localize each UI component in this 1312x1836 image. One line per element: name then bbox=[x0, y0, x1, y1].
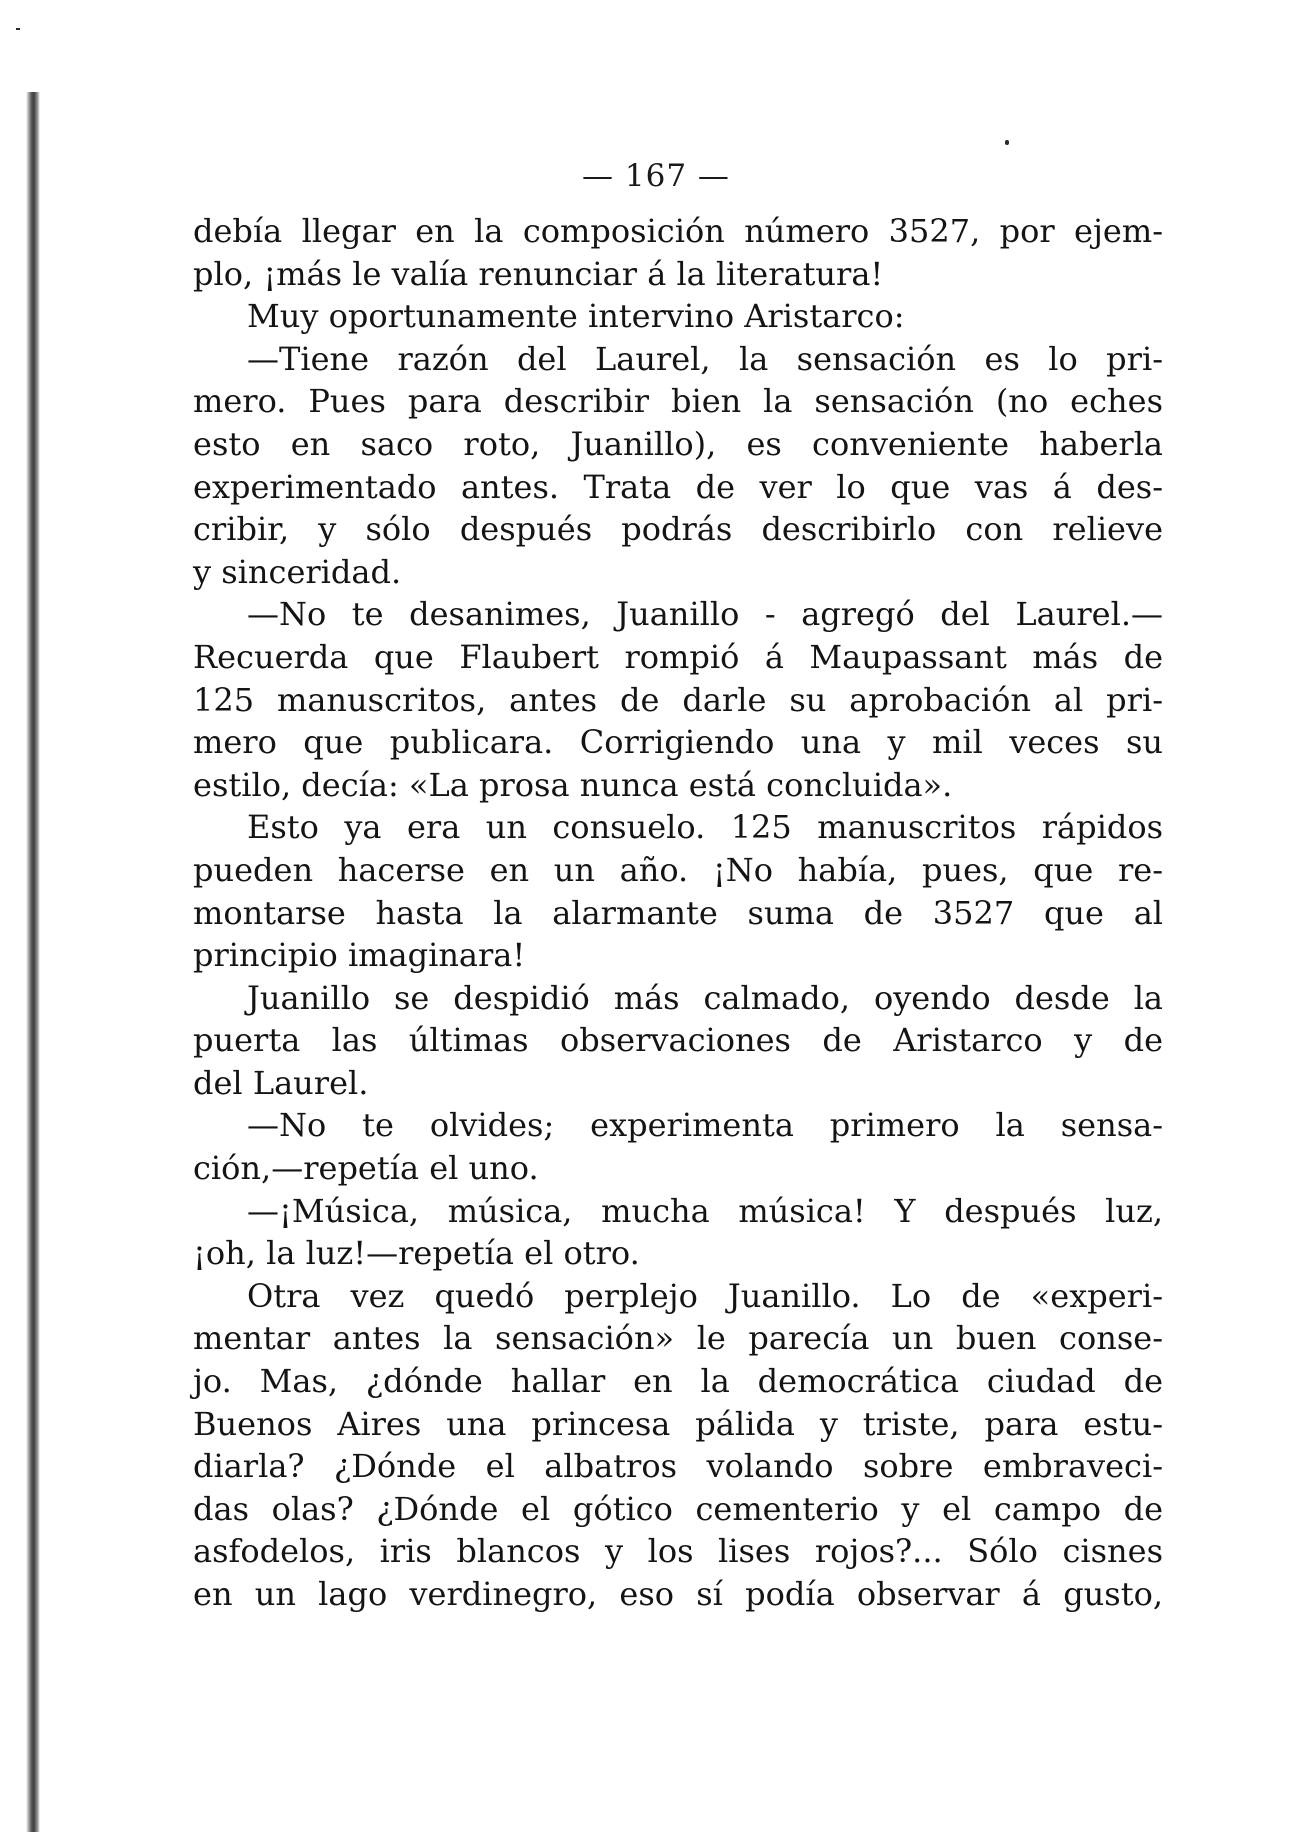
text-line: mero. Pues para describir bien la sensación (no eches bbox=[193, 382, 1163, 421]
text-line: principio imaginara! bbox=[193, 936, 526, 975]
text-line: asfodelos, iris blancos y los lises rojos?... Sólo cisnes bbox=[193, 1532, 1163, 1571]
text-line: experimentado antes. Trata de ver lo que vas á des- bbox=[193, 467, 1163, 506]
text-line: Recuerda que Flaubert rompió á Maupassant más de bbox=[193, 637, 1163, 676]
text-line: debía llegar en la composición número 3527, por ejem- bbox=[193, 212, 1163, 250]
text-line: Juanillo se despidió más calmado, oyendo desde la bbox=[247, 978, 1163, 1017]
text-line: jo. Mas, ¿dónde hallar en la democrática ciudad de bbox=[193, 1362, 1163, 1401]
text-line: esto en saco roto, Juanillo), es conveniente haberla bbox=[193, 424, 1163, 463]
text-line: diarla? ¿Dónde el albatros volando sobre embraveci- bbox=[193, 1447, 1163, 1486]
text-line: —No te desanimes, Juanillo - agregó del Laurel.— bbox=[247, 595, 1163, 634]
text-line: estilo, decía: «La prosa nunca está concluida». bbox=[193, 765, 953, 804]
page-binding-edge bbox=[26, 92, 40, 1832]
text-line: montarse hasta la alarmante suma de 3527 que al bbox=[193, 893, 1163, 932]
text-line: Muy oportunamente intervino Aristarco: bbox=[247, 297, 905, 336]
text-line: puerta las últimas observaciones de Aristarco y de bbox=[193, 1021, 1163, 1060]
text-line: —No te olvides; experimenta primero la sensa- bbox=[247, 1106, 1163, 1145]
text-line: das olas? ¿Dónde el gótico cementerio y el campo de bbox=[193, 1489, 1163, 1528]
body-text bbox=[193, 210, 1163, 1616]
text-line: plo, ¡más le valía renunciar á la literatura! bbox=[193, 254, 884, 293]
text-line: 125 manuscritos, antes de darle su aprobación al pri- bbox=[193, 680, 1163, 719]
text-line: Otra vez quedó perplejo Juanillo. Lo de «experi- bbox=[247, 1276, 1163, 1315]
text-line: —¡Música, música, mucha música! Y después luz, bbox=[247, 1191, 1163, 1230]
text-line: ¡oh, la luz!—repetía el otro. bbox=[193, 1234, 640, 1273]
text-line: mero que publicara. Corrigiendo una y mil veces su bbox=[193, 723, 1163, 762]
text-line: del Laurel. bbox=[193, 1063, 369, 1102]
text-line: en un lago verdinegro, eso sí podía observar á gusto, bbox=[193, 1575, 1163, 1613]
text-line: cribir, y sólo después podrás describirlo con relieve bbox=[193, 510, 1163, 549]
text-line: y sinceridad. bbox=[193, 552, 402, 591]
text-line: Buenos Aires una princesa pálida y triste, para estu- bbox=[193, 1404, 1163, 1443]
page-speck bbox=[1005, 140, 1009, 145]
text-line: mentar antes la sensación» le parecía un buen conse- bbox=[193, 1319, 1163, 1358]
text-line: Esto ya era un consuelo. 125 manuscritos rápidos bbox=[247, 808, 1163, 847]
page-number: — 167 — bbox=[582, 158, 730, 194]
page-speck bbox=[16, 28, 20, 30]
text-line: —Tiene razón del Laurel, la sensación es lo pri- bbox=[247, 339, 1163, 378]
text-line: ción,—repetía el uno. bbox=[193, 1149, 539, 1188]
text-line: pueden hacerse en un año. ¡No había, pues, que re- bbox=[193, 850, 1163, 889]
